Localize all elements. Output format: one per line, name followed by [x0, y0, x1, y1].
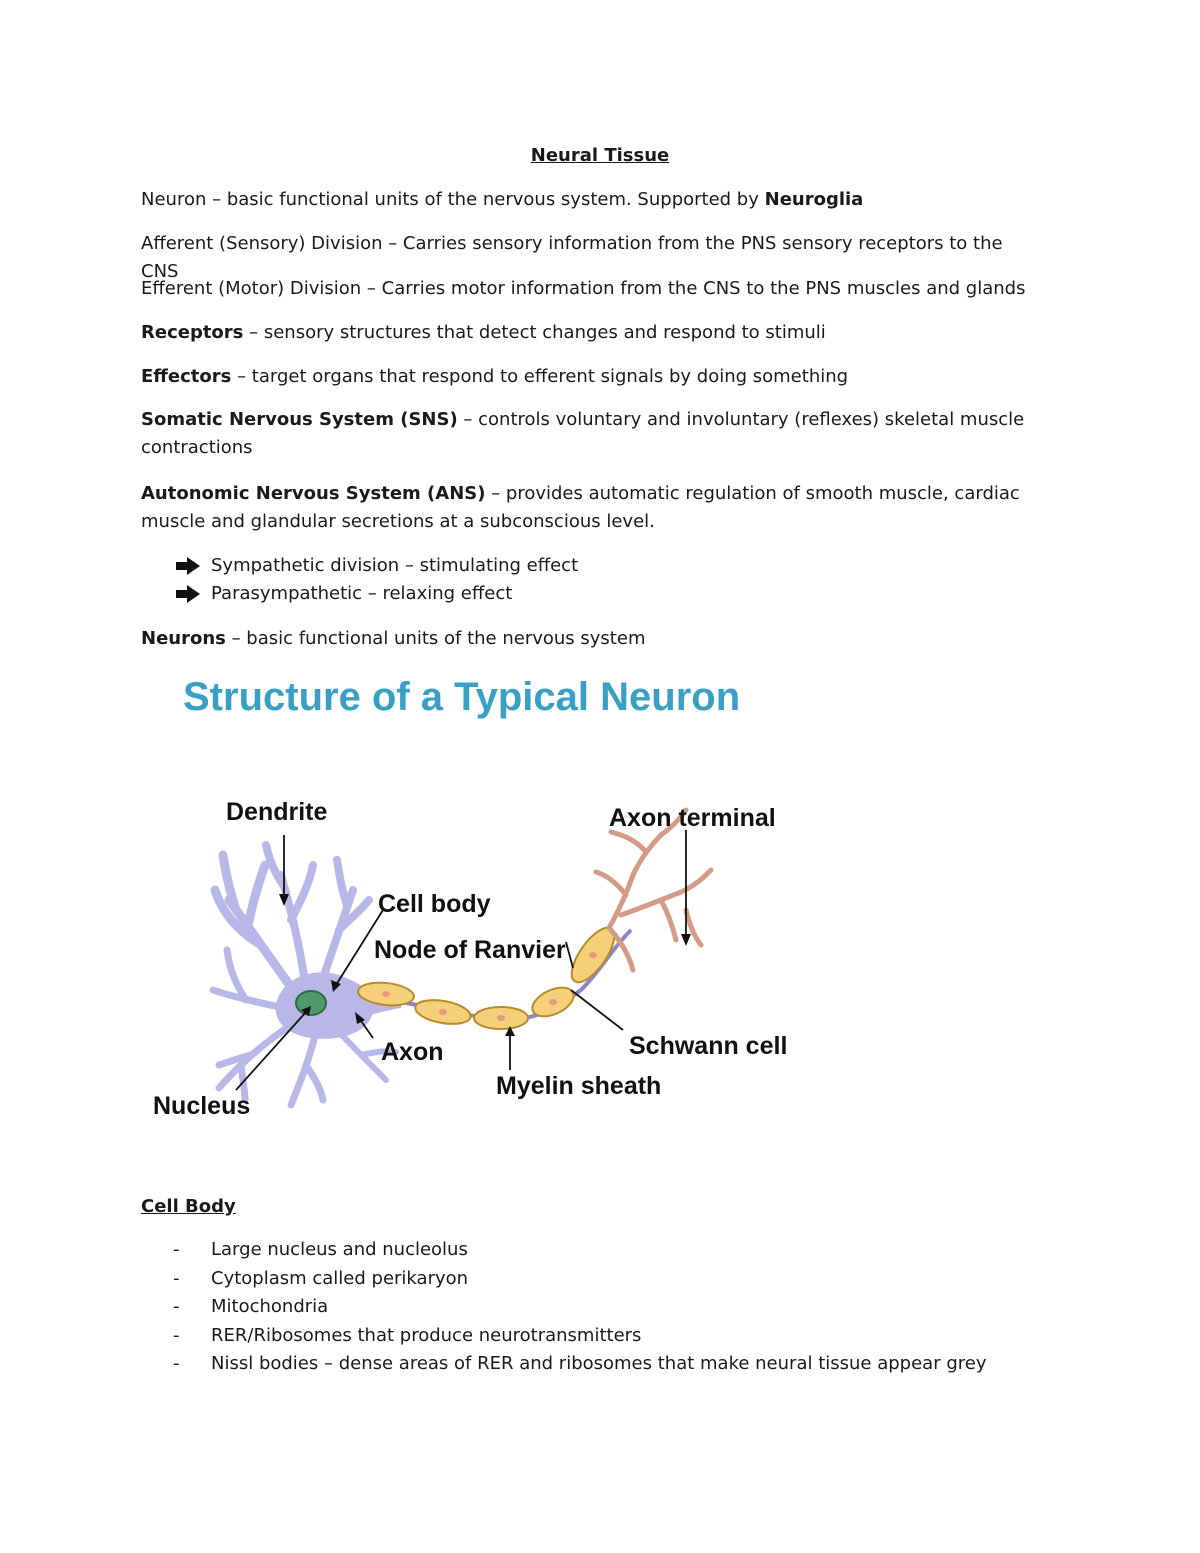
paragraph-neurons	[141, 625, 1041, 653]
paragraph-text: Neuron – basic functional units of the nervous system. Supported by	[141, 189, 765, 210]
list-item-text: Nissl bodies – dense areas of RER and ribosomes that make neural tissue appear grey	[211, 1353, 987, 1375]
arrow-right-icon	[175, 584, 201, 604]
paragraph-term: Autonomic Nervous System (ANS)	[141, 483, 486, 504]
list-item	[173, 1350, 986, 1379]
paragraph-term: Neurons	[141, 628, 226, 649]
paragraph-ans	[141, 480, 1041, 536]
ans-division-list	[175, 552, 578, 608]
label-schwann-cell: Schwann cell	[629, 1032, 788, 1060]
paragraph-text: – sensory structures that detect changes and respond to stimuli	[243, 322, 826, 343]
list-item-text: Large nucleus and nucleolus	[211, 1239, 468, 1261]
paragraph-text: – basic functional units of the nervous system	[225, 628, 646, 649]
paragraph-neuron	[141, 186, 1041, 214]
label-cell-body: Cell body	[378, 890, 491, 918]
paragraph-efferent	[141, 275, 1041, 303]
paragraph-receptors	[141, 319, 1041, 347]
paragraph-sns	[141, 406, 1041, 462]
nucleus-shape	[296, 991, 326, 1015]
dendrite-branches	[213, 845, 396, 1105]
cell-body-list	[173, 1236, 986, 1379]
paragraph-text: – controls voluntary and involuntary (reflexes) skeletal muscle contractions	[141, 409, 1025, 458]
label-dendrite: Dendrite	[226, 798, 328, 826]
paragraph-term: Effectors	[141, 366, 232, 387]
document-title: Neural Tissue	[530, 145, 670, 166]
label-axon-terminal: Axon terminal	[609, 804, 776, 832]
list-item-text: Cytoplasm called perikaryon	[211, 1267, 469, 1289]
label-myelin-sheath: Myelin sheath	[496, 1072, 662, 1100]
paragraph-text: – provides automatic regulation of smooth muscle, cardiac muscle and glandular secretions at a subconscious level.	[141, 483, 1020, 532]
diagram-labels	[153, 798, 787, 1120]
dash-bullet: -	[173, 1239, 180, 1261]
list-item	[173, 1322, 986, 1351]
neuron-diagram-svg	[141, 660, 821, 1130]
paragraph-text: – target organs that respond to efferent signals by doing something	[231, 366, 849, 387]
paragraph-bold-term: Neuroglia	[764, 189, 864, 210]
list-item	[173, 1265, 986, 1294]
label-node-of-ranvier: Node of Ranvier	[374, 936, 566, 964]
paragraph-term: Somatic Nervous System (SNS)	[141, 409, 458, 430]
list-item-text: Sympathetic division – stimulating effect	[211, 555, 579, 576]
dash-bullet: -	[173, 1353, 180, 1375]
list-item-text: Mitochondria	[211, 1296, 329, 1318]
neuron-diagram	[141, 660, 821, 1130]
dash-bullet: -	[173, 1267, 180, 1289]
list-item	[175, 552, 578, 580]
dash-bullet: -	[173, 1324, 180, 1346]
list-item	[175, 580, 578, 608]
label-nucleus: Nucleus	[153, 1092, 251, 1120]
dash-bullet: -	[173, 1296, 180, 1318]
list-item-text: Parasympathetic – relaxing effect	[211, 583, 513, 604]
label-axon: Axon	[381, 1038, 444, 1066]
section-title-cell-body: Cell Body	[141, 1196, 236, 1217]
arrow-right-icon	[175, 556, 201, 576]
paragraph-text: Efferent (Motor) Division – Carries motor information from the CNS to the PNS muscles and glands	[141, 278, 1026, 299]
list-item-text: RER/Ribosomes that produce neurotransmitters	[211, 1324, 642, 1346]
paragraph-text: Afferent (Sensory) Division – Carries sensory information from the PNS sensory receptors to the CNS	[141, 233, 1003, 282]
diagram-title: Structure of a Typical Neuron	[183, 675, 741, 719]
list-item	[173, 1236, 986, 1265]
paragraph-term: Receptors	[141, 322, 244, 343]
list-item	[173, 1293, 986, 1322]
paragraph-effectors	[141, 363, 1041, 391]
